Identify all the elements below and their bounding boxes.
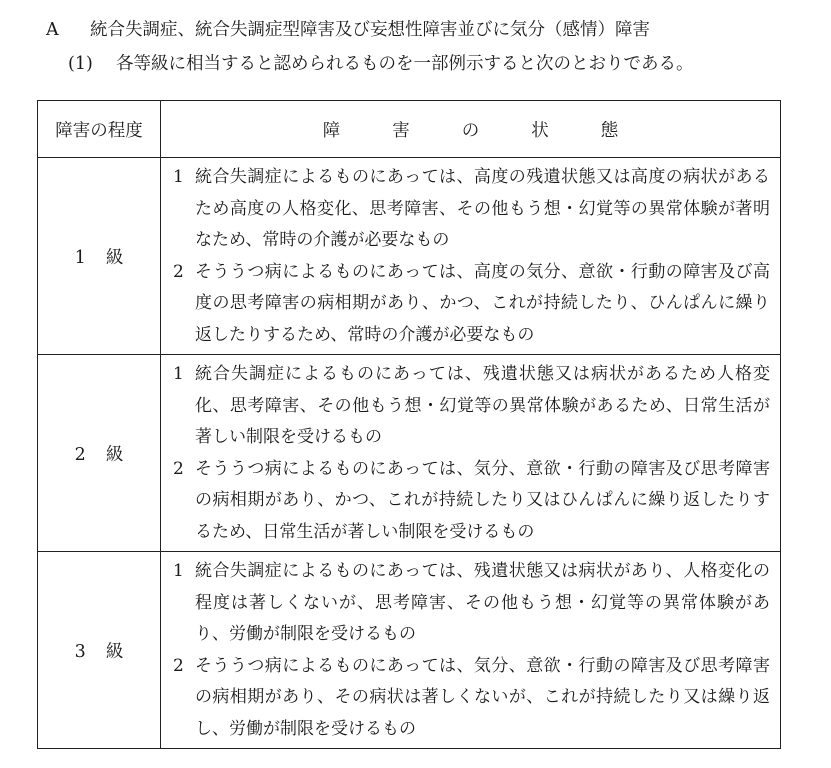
- grade-cell: [38, 552, 161, 749]
- grade-unit: 級: [105, 641, 124, 662]
- disability-grade-table: [37, 100, 781, 749]
- header-state: [161, 101, 781, 158]
- section-letter: A: [46, 20, 59, 40]
- item-number: 1: [173, 561, 184, 581]
- description-cell: [161, 552, 781, 749]
- table-header-row: [38, 101, 781, 158]
- list-item: [173, 359, 770, 454]
- subsection-text: 各等級に相当すると認められるものを一部例示すると次のとおりである。: [116, 54, 694, 74]
- item-text: 統合失調症によるものにあっては、残遺状態又は病状があり、人格変化の程度は著しくないが、思考障害、その他もう想・幻覚等の異常体験があり、労働が制限を受けるもの: [195, 561, 770, 644]
- header-state-char: 障: [322, 120, 341, 141]
- section-heading: [46, 18, 650, 42]
- item-number: 1: [173, 364, 184, 384]
- item-number: 2: [173, 458, 184, 479]
- subsection-heading: [68, 52, 694, 76]
- grade-number: 3: [74, 641, 86, 662]
- header-state-char: 状: [531, 120, 549, 141]
- header-state-char: の: [461, 120, 480, 141]
- item-text: 統合失調症によるものにあっては、残遺状態又は病状があるため人格変化、思考障害、その他もう想・幻覚等の異常体験があるため、日常生活が著しい制限を受けるもの: [195, 364, 770, 447]
- subsection-number: (1): [68, 54, 93, 74]
- description-cell: [161, 158, 781, 355]
- header-state-char: 態: [600, 120, 619, 141]
- table-row: [38, 158, 781, 355]
- table-row: [38, 355, 781, 552]
- section-title: 統合失調症、統合失調症型障害及び妄想性障害並びに気分（感情）障害: [90, 20, 650, 40]
- list-item: [173, 162, 770, 257]
- description-cell: [161, 355, 781, 552]
- grade-number: 1: [74, 247, 86, 268]
- list-item: [173, 257, 770, 352]
- list-item: [173, 651, 770, 746]
- list-item: [173, 454, 770, 549]
- item-number: 1: [173, 167, 184, 187]
- grade-unit: 級: [105, 444, 124, 465]
- grade-unit: 級: [105, 247, 124, 268]
- table-row: [38, 552, 781, 749]
- grade-number: 2: [74, 444, 86, 465]
- item-text: 統合失調症によるものにあっては、高度の残遺状態又は高度の病状があるため高度の人格変化、思考障害、その他もう想・幻覚等の異常体験が著明なため、常時の介護が必要なもの: [195, 167, 770, 250]
- item-number: 2: [173, 655, 184, 676]
- item-text: そううつ病によるものにあっては、気分、意欲・行動の障害及び思考障害の病相期があり、その病状は著しくないが、これが持続したり又は繰り返し、労働が制限を受けるもの: [195, 655, 770, 739]
- grade-cell: [38, 355, 161, 552]
- item-number: 2: [173, 261, 184, 282]
- grade-cell: [38, 158, 161, 355]
- item-text: そううつ病によるものにあっては、高度の気分、意欲・行動の障害及び高度の思考障害の病相期があり、かつ、これが持続したり、ひんぱんに繰り返したりするため、常時の介護が必要なもの: [195, 261, 770, 345]
- header-state-char: 害: [392, 120, 410, 141]
- list-item: [173, 556, 770, 651]
- item-text: そううつ病によるものにあっては、気分、意欲・行動の障害及び思考障害の病相期があり、かつ、これが持続したり又はひんぱんに繰り返したりするため、日常生活が著しい制限を受けるもの: [195, 458, 770, 542]
- header-degree: 障害の程度: [38, 101, 161, 158]
